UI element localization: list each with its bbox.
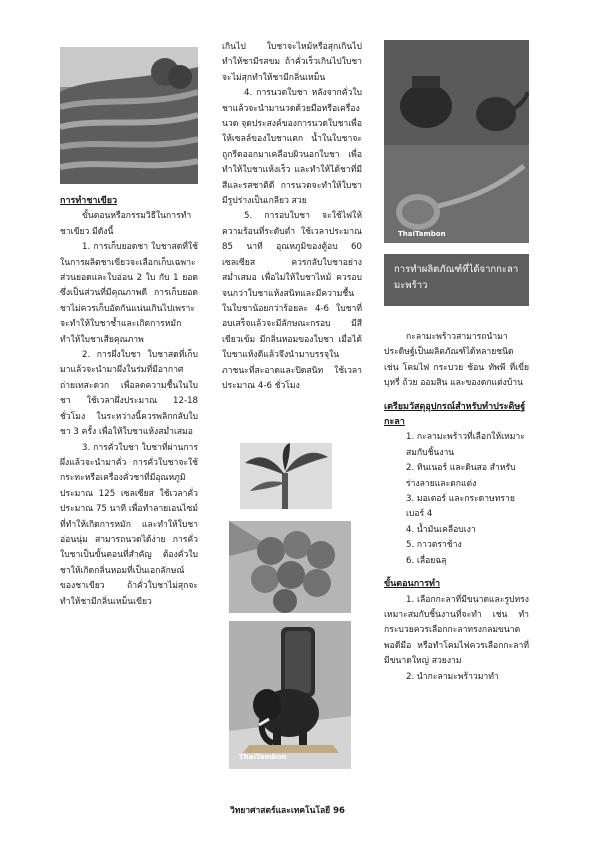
list-item: 4. น้ำมันเคลือบเงา — [406, 524, 476, 535]
list-item: 5. กาวตราช้าง — [406, 540, 462, 551]
photo-watermark: ThaiTambon — [398, 230, 446, 238]
paragraph: 2. นำกะลามะพร้าวมาทำ — [406, 671, 499, 682]
plant-illustration — [240, 443, 332, 509]
column-1-text — [60, 194, 198, 610]
section-heading: การทำชาเขียว — [60, 196, 118, 206]
paragraph: 1. การเก็บยอดชา ใบชาสดที่ใช้ในการผลิตชาเขียวจะเลือกเก็บเฉพาะส่วนยอดและใบอ่อน 2 ใบ กับ 1 ยอด ซึ่งเป็นส่วนที่มีคุณภาพดี การเก็บยอดชาไม่ควรเก็บอัดกันแน่นเกินไปเพราะจะทำให้ใบชาช้ำและเกิดการหมัก ทำให้ใบชาเสียคุณภาพ — [60, 242, 198, 345]
steps-heading: ขั้นตอนการทำ — [384, 579, 441, 590]
section-banner — [384, 254, 529, 306]
list-item: 1. กะลามะพร้าวที่เลือกให้เหมาะสมกับชิ้นงาน — [406, 432, 525, 458]
list-item: 3. มอเตอร์ และกระดาษทราย เบอร์ 4 — [406, 494, 515, 520]
paragraph: 3. การคั่วใบชา ใบชาที่ผ่านการผึ่งแล้วจะนำมาคั่ว การคั่วใบชาจะใช้กระทะหรือเครื่องคั่วชาที่มีอุณหภูมิประมาณ 125 เซลเซียส ใช้เวลาคั่วประมาณ 75 นาที เพื่อทำลายเอนไซม์ที่ทำให้เกิดการหมัก และทำให้ใบชาอ่อนนุ่ม สามารถนวดได้ง่าย การคั่วใบชาเป็นขั้นตอนที่สำคัญ ต้องคั่วใบชาให้เกิดกลิ่นหอมที่เป็นเอกลักษณ์ของชาเขียว ถ้าคั่วใบชาไม่สุกจะทำให้ชามีกลิ่นเหม็นเขียว — [60, 442, 198, 607]
list-item: 6. เลื่อยฉลุ — [406, 555, 447, 566]
elephant-lamp-illustration — [229, 621, 351, 769]
paragraph: เกินไป ใบชาจะไหม้หรือสุกเกินไปทำให้ชามีรสขม ถ้าคั่วเร็วเกินไปใบชาจะไม่สุกทำให้ชามีกลิ่นเหม็น — [222, 42, 362, 83]
coconut-crafts-illustration — [384, 40, 529, 243]
tea-plantation-photo — [60, 47, 198, 184]
elephant-lamp-photo — [229, 621, 351, 769]
tea-plantation-illustration — [60, 47, 198, 184]
tools-list — [384, 430, 529, 569]
coconut-photo — [229, 521, 351, 613]
photo-watermark: ThaiTambon — [239, 753, 287, 761]
tools-heading: เตรียมวัสดุอุปกรณ์สำหรับทำประดิษฐ์กะลา — [384, 401, 526, 428]
paragraph: ขั้นตอนหรือกรรมวิธีในการทำชาเขียว มีดังนี้ — [60, 211, 192, 237]
coconut-crafts-photo — [384, 40, 529, 243]
paragraph: กะลามะพร้าวสามารถนำมาประดิษฐ์เป็นผลิตภัณฑ์ได้หลายชนิด เช่น โคมไฟ กระบวย ช้อน ทัพพี ที่เขี่ยบุหรี่ ถ้วย ออมสิน และของตกแต่งบ้าน — [384, 332, 529, 389]
page-footer: วิทยาศาสตร์และเทคโนโลยี 96 — [230, 806, 345, 816]
paragraph: 2. การผึ่งใบชา ใบชาสดที่เก็บมาแล้วจะนำมาผึ่งในร่มที่มีอากาศถ่ายเทสะดวก เพื่อลดความชื้นในใบชา ใช้เวลาผึ่งประมาณ 12-18 ชั่วโมง ในระหว่างนี้ควรพลิกกลับใบชา 3 ครั้ง เพื่อให้ใบชาแห้งสม่ำเสมอ — [60, 350, 198, 438]
coconut-illustration — [229, 521, 351, 613]
paragraph: 1. เลือกกะลาที่มีขนาดและรูปทรงเหมาะสมกับชิ้นงานที่จะทำ เช่น ทำกระบวยควรเลือกกะลาทรงกลมขนาดพอดีมือ หรือทำโคมไฟควรเลือกกะลาที่มีขนาดใหญ่ สวยงาม — [384, 594, 529, 667]
column-2-text — [222, 40, 362, 445]
plant-photo — [240, 443, 332, 509]
paragraph: 4. การนวดใบชา หลังจากคั่วใบชาแล้วจะนำมานวดด้วยมือหรือเครื่องนวด จุดประสงค์ของการนวดใบชาเพื่อให้เซลล์ของใบชาแตก น้ำในใบชาจะถูกรีดออกมาเคลือบผิวนอกใบชา เพื่อทำให้ใบชาแห้งเร็ว และทำให้ได้ชาที่มีสีและรสชาติดี การนวดจะทำให้ใบชามีรูปร่างเป็นเกลียว สวย — [222, 88, 362, 207]
column-3-text — [384, 330, 529, 790]
list-item: 2. ทินเนอร์ และดินสอ สำหรับร่างลายและตกแต่ง — [406, 463, 516, 489]
paragraph: 5. การอบใบชา จะใช้ไฟให้ความร้อนที่ระดับต่ำ ใช้เวลาประมาณ 85 นาที อุณหภูมิของตู้อบ 60 เซลเซียส ควรกลับใบชาอย่างสม่ำเสมอ เพื่อไม่ให้ใบชาไหม้ ควรอบจนกว่าใบชาแห้งสนิทและมีความชื้นในใบชาน้อยกว่าร้อยละ 4-6 ใบชาที่อบเสร็จแล้วจะมีลักษณะกรอบ มีสีเขียวเข้ม มีกลิ่นหอมของใบชา เมื่อได้ใบชาแห้งดีแล้วจึงนำมาบรรจุในภาชนะที่สะอาดและปิดสนิท ใช้เวลาประมาณ 4-6 ชั่วโมง — [222, 211, 362, 391]
banner-title: การทำผลิตภัณฑ์ที่ได้จากกะลามะพร้าว — [394, 264, 519, 291]
